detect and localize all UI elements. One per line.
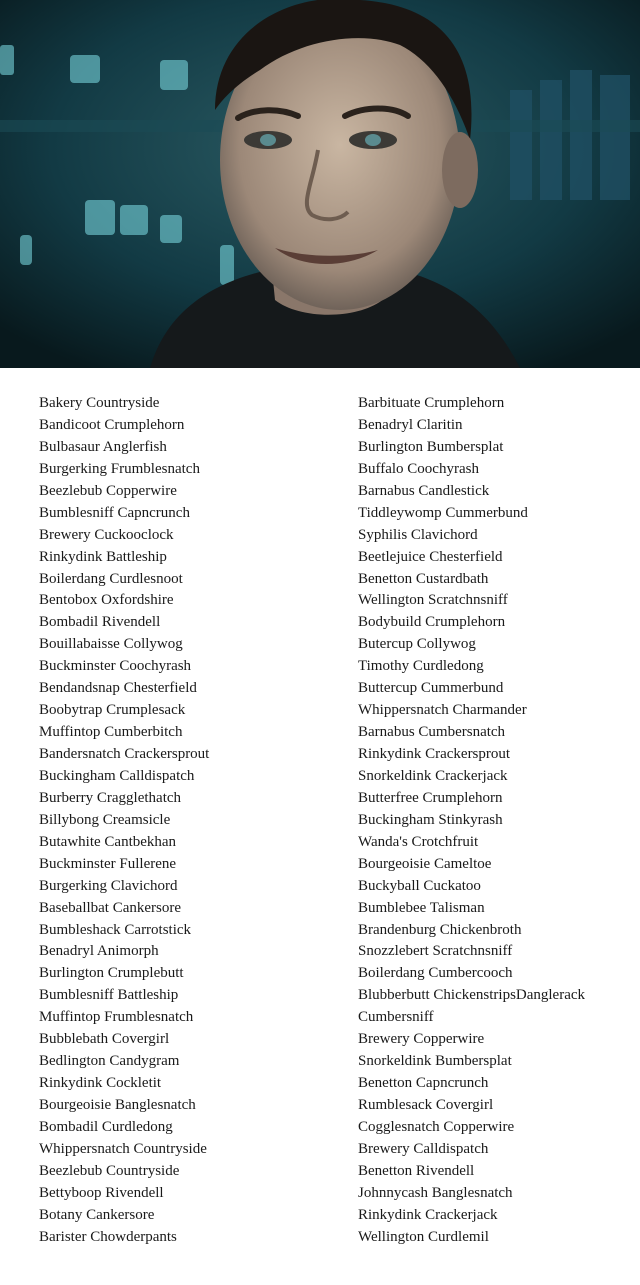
list-item: Rinkydink Crackersprout — [358, 746, 511, 762]
list-item: Brewery Cuckooclock — [39, 526, 174, 543]
list-item: Botany Cankersore — [39, 1206, 155, 1223]
list-item: Bumblebee Talisman — [358, 899, 485, 916]
list-item: Bakery Countryside — [39, 395, 160, 411]
list-item: Burberry Cragglethatch — [39, 789, 182, 806]
list-item: Johnnycash Banglesnatch — [358, 1184, 513, 1201]
list-item: Bedlington Candygram — [39, 1053, 180, 1070]
list-item: Bourgeoisie Cameltoe — [358, 855, 492, 872]
list-item: Bourgeoisie Banglesnatch — [39, 1097, 196, 1113]
list-item: Buckyball Cuckatoo — [358, 877, 481, 894]
list-item: Whippersnatch Countryside — [39, 1140, 207, 1157]
list-item: Barnabus Candlestick — [358, 482, 490, 499]
list-item: Butercup Collywog — [358, 636, 476, 653]
name-column-left — [39, 393, 339, 1249]
list-item: Syphilis Clavichord — [358, 526, 478, 543]
list-item: Bouillabaisse Collywog — [39, 636, 183, 653]
list-item: Barbituate Crumplehorn — [358, 395, 505, 411]
list-item: Brandenburg Chickenbroth — [358, 921, 522, 938]
list-item: Buckingham Calldispatch — [39, 767, 195, 784]
list-item: Burlington Crumplebutt — [39, 965, 184, 982]
list-item: Bentobox Oxfordshire — [39, 592, 174, 609]
list-item: Barister Chowderpants — [39, 1228, 177, 1245]
list-item: Wellington Scratchnsniff — [358, 592, 508, 609]
list-item: Bettyboop Rivendell — [39, 1184, 164, 1201]
list-item: Boobytrap Crumplesack — [39, 702, 186, 719]
list-item: Rinkydink Cockletit — [39, 1075, 162, 1092]
list-item: Buffalo Coochyrash — [358, 460, 479, 477]
list-item: Rinkydink Crackerjack — [358, 1206, 498, 1223]
list-item: Snorkeldink Crackerjack — [358, 767, 508, 784]
list-item: Buttercup Cummerbund — [358, 680, 504, 697]
list-item: Buckingham Stinkyrash — [358, 811, 503, 828]
list-item: Buckminster Fullerene — [39, 855, 177, 872]
list-item: Beezlebub Copperwire — [39, 482, 177, 499]
list-item: Wellington Curdlemil — [358, 1228, 489, 1245]
portrait-photo — [0, 0, 640, 368]
list-item: Wanda's Crotchfruit — [358, 833, 479, 850]
list-item: Bandersnatch Crackersprout — [39, 746, 210, 762]
list-item: Boilerdang Curdlesnoot — [39, 570, 183, 587]
portrait-illustration — [0, 0, 640, 368]
list-item: Bandicoot Crumplehorn — [39, 416, 185, 433]
list-item: Cumbersniff — [358, 1009, 434, 1026]
list-item: Muffintop Cumberbitch — [39, 724, 183, 741]
list-item: Bodybuild Crumplehorn — [358, 614, 506, 631]
list-item: Snozzlebert Scratchnsniff — [358, 943, 513, 960]
list-item: Butawhite Cantbekhan — [39, 833, 177, 850]
list-item: Butterfree Crumplehorn — [358, 789, 503, 806]
list-item: Bombadil Rivendell — [39, 614, 161, 631]
name-column-right — [358, 393, 638, 1249]
list-item: Timothy Curdledong — [358, 658, 484, 675]
list-item: Rumblesack Covergirl — [358, 1097, 494, 1113]
list-item: Baseballbat Cankersore — [39, 899, 182, 916]
list-item: Burlington Bumbersplat — [358, 438, 504, 455]
list-item: Boilerdang Cumbercooch — [358, 965, 513, 982]
list-item: Burgerking Clavichord — [39, 877, 178, 894]
list-item: Brewery Copperwire — [358, 1031, 485, 1048]
list-item: Benetton Rivendell — [358, 1162, 475, 1179]
list-item: Bumblesniff Capncrunch — [39, 504, 190, 521]
list-item: Burgerking Frumblesnatch — [39, 460, 200, 477]
list-item: Beezlebub Countryside — [39, 1162, 180, 1179]
list-item: Blubberbutt ChickenstripsDanglerack — [358, 987, 586, 1004]
list-item: Cogglesnatch Copperwire — [358, 1118, 515, 1135]
list-item: Tiddleywomp Cummerbund — [358, 504, 528, 521]
list-item: Bulbasaur Anglerfish — [39, 438, 167, 455]
list-item: Benadryl Animorph — [39, 943, 159, 960]
list-item: Muffintop Frumblesnatch — [39, 1009, 194, 1026]
list-item: Beetlejuice Chesterfield — [358, 548, 503, 565]
list-item: Benetton Capncrunch — [358, 1075, 489, 1092]
list-item: Bombadil Curdledong — [39, 1118, 173, 1135]
list-item: Rinkydink Battleship — [39, 548, 167, 565]
list-item: Snorkeldink Bumbersplat — [358, 1053, 512, 1070]
list-item: Bendandsnap Chesterfield — [39, 680, 197, 697]
list-item: Bumbleshack Carrotstick — [39, 921, 192, 938]
list-item: Billybong Creamsicle — [39, 811, 171, 828]
list-item: Benadryl Claritin — [358, 416, 463, 433]
list-item: Bubblebath Covergirl — [39, 1031, 170, 1048]
list-item: Bumblesniff Battleship — [39, 987, 179, 1004]
list-item: Barnabus Cumbersnatch — [358, 724, 506, 741]
list-item: Whippersnatch Charmander — [358, 702, 527, 719]
list-item: Benetton Custardbath — [358, 570, 489, 587]
list-item: Brewery Calldispatch — [358, 1140, 489, 1157]
list-item: Buckminster Coochyrash — [39, 658, 192, 675]
